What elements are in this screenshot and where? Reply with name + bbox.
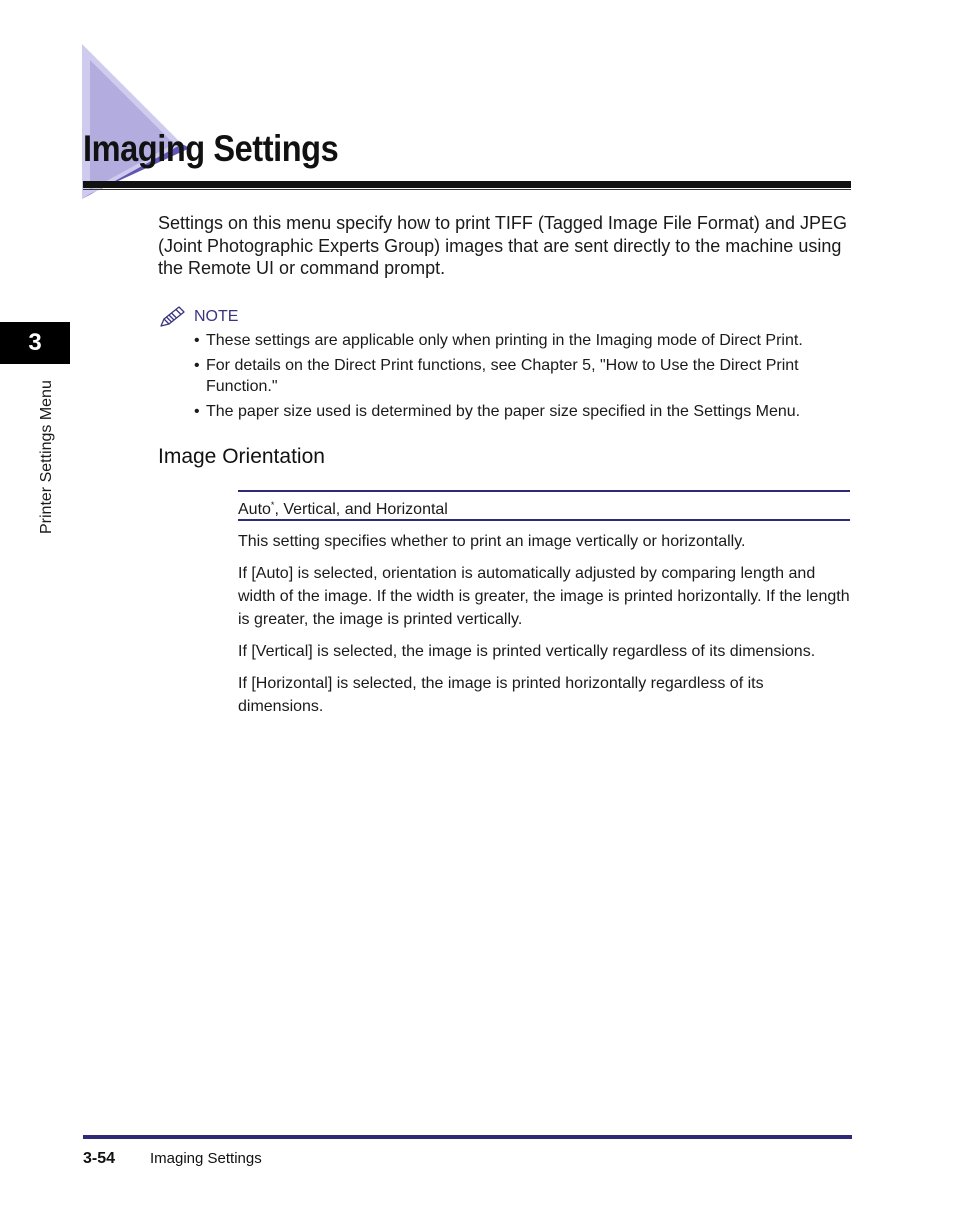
footer-rule — [83, 1135, 852, 1139]
corner-triangle-decoration — [82, 44, 202, 204]
default-mark: * — [270, 500, 275, 510]
chapter-tab — [0, 322, 70, 364]
chapter-number: 3 — [28, 329, 42, 356]
page-title: Imaging Settings — [83, 128, 339, 169]
note-item: • For details on the Direct Print functions, see Chapter 5, "How to Use the Direct Print Function." — [194, 355, 844, 397]
note-item: • These settings are applicable only when printing in the Imaging mode of Direct Print. — [194, 330, 844, 351]
footer-title: Imaging Settings — [150, 1150, 262, 1167]
title-rule-thin — [83, 189, 851, 190]
description-paragraph: If [Vertical] is selected, the image is printed vertically regardless of its dimensions. — [238, 643, 816, 660]
section-heading: Image Orientation — [158, 445, 325, 468]
pencil-icon — [158, 305, 186, 329]
page-number: 3-54 — [83, 1150, 116, 1167]
title-rule — [83, 181, 851, 188]
option-rest: , Vertical, and Horizontal — [274, 501, 448, 518]
setting-options-box — [238, 490, 850, 521]
intro-paragraph: Settings on this menu specify how to print TIFF (Tagged Image File Format) and JPEG (Joint Photographic Experts Group) images that are sent directly to the machine using the Remote UI or command prompt. — [158, 213, 847, 278]
note-header — [158, 305, 238, 329]
option-default: Auto — [238, 501, 271, 518]
description-paragraph: This setting specifies whether to print an image vertically or horizontally. — [238, 533, 746, 550]
description-paragraph: If [Horizontal] is selected, the image is printed horizontally regardless of its dimensions. — [238, 675, 764, 715]
note-list — [194, 330, 844, 426]
note-label: NOTE — [194, 308, 239, 325]
chapter-side-label: Printer Settings Menu — [38, 380, 55, 534]
note-item: • The paper size used is determined by the paper size specified in the Settings Menu. — [194, 401, 844, 422]
description-paragraph: If [Auto] is selected, orientation is automatically adjusted by comparing length and width of the image. If the width is greater, the image is printed horizontally. If the length is greater, the image is printed vertically. — [238, 565, 850, 628]
